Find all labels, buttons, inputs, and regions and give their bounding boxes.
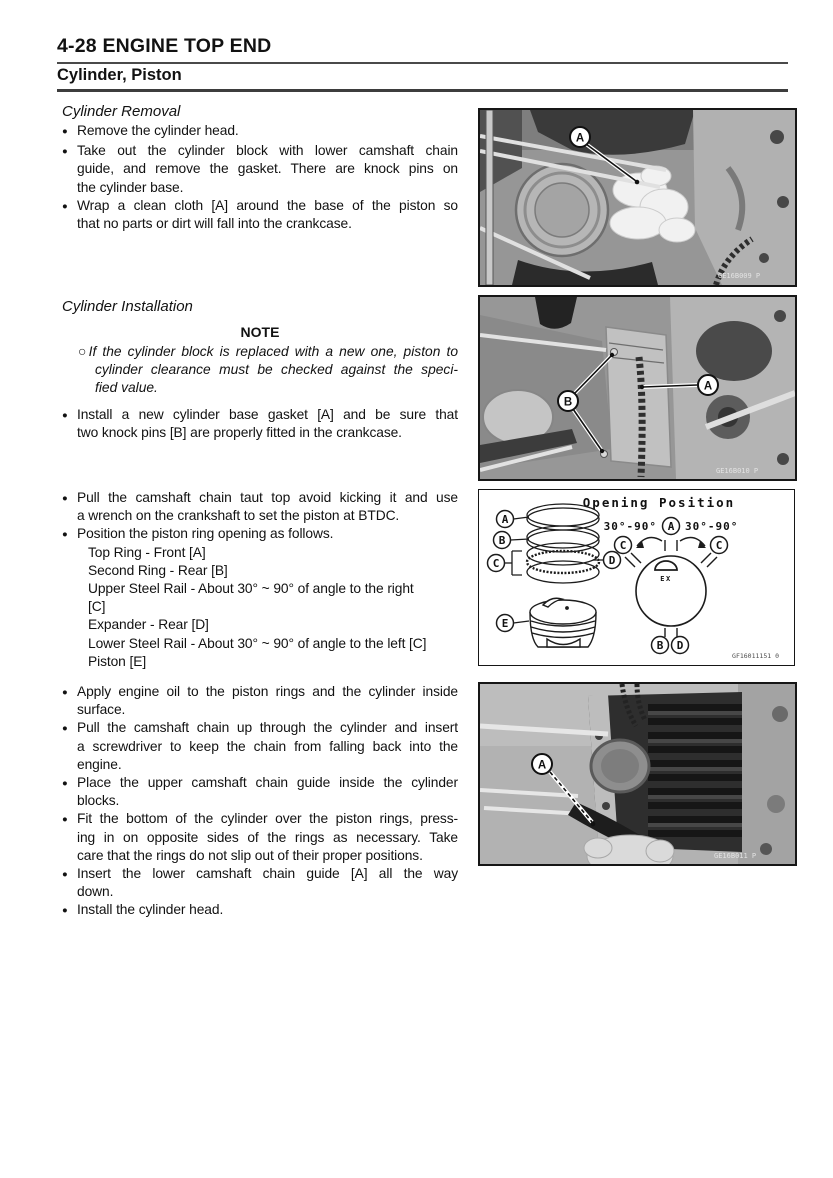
final-bullet-list [62, 683, 458, 922]
figure-cylinder-removal-photo [478, 108, 797, 287]
bullet-dot [62, 525, 77, 671]
bullet-item [62, 683, 458, 719]
text-line: Fit the bottom of the cylinder over the piston rings, press- [77, 811, 458, 827]
figure-base-gasket-photo [478, 295, 797, 481]
bullet-dot [62, 122, 77, 142]
text-line: a screwdriver to keep the chain from falling back into the [77, 738, 458, 754]
text-line: Pull the camshaft chain taut top avoid kicking it and use [77, 490, 458, 505]
photo-cloth-around-piston [480, 110, 795, 285]
label-second-ring: B [498, 534, 506, 547]
text-line: Second Ring - Rear [B] [88, 562, 228, 578]
label-rail-gap-right: C [715, 539, 723, 552]
text-line: Install a new cylinder base gasket [A] and be sure that [77, 407, 458, 422]
photo-code: GE16B009 P [718, 272, 761, 280]
bullet-item [62, 197, 458, 233]
bullet-dot [62, 489, 77, 525]
text-line: a wrench on the crankshaft to set the piston at BTDC. [77, 508, 400, 524]
text-line: Piston [E] [88, 653, 147, 669]
label-expander: D [608, 554, 616, 567]
bullet-text [77, 683, 458, 719]
bullet-item [62, 142, 458, 197]
text-line: two knock pins [B] are properly fitted in the crankcase. [77, 425, 402, 441]
bullet-item [62, 901, 458, 921]
text-line: Insert the lower camshaft chain guide [A] all the way [77, 866, 458, 882]
bullet-item [62, 489, 458, 525]
ex-label: EX [660, 575, 672, 583]
bullet-item [62, 525, 458, 671]
text-line: engine. [77, 756, 122, 772]
bullet-text [77, 901, 458, 921]
text-line: Position the piston ring opening as follows. [77, 526, 334, 542]
text-line: ing in on opposite sides of the rings as necessary. Take [77, 829, 458, 845]
text-line: Upper Steel Rail - About 30° ~ 90° of angle to the right [88, 581, 414, 597]
text-line: care that the rings do not slip out of their proper positions. [77, 847, 423, 863]
bullet-dot [62, 197, 77, 233]
angle-range-right: 30°-90° [685, 520, 739, 533]
bullet-item [62, 810, 458, 865]
removal-heading: Cylinder Removal [62, 103, 181, 120]
label-top-ring: A [501, 513, 509, 526]
callout-label-a: A [575, 132, 585, 145]
note-body [78, 343, 458, 398]
piston-drawing [530, 598, 596, 647]
note-label: NOTE [240, 324, 280, 340]
opening-position-diagram [479, 490, 794, 665]
bullet-item [62, 865, 458, 901]
bullet-text [77, 865, 458, 901]
bullet-dot [62, 719, 77, 774]
label-piston: E [501, 617, 509, 630]
photo-lower-chain-guide [480, 684, 795, 864]
text-line: Wrap a clean cloth [A] around the base of the piston so [77, 197, 458, 213]
text-line: ○If the cylinder block is replaced with a new one, piston to [78, 344, 458, 359]
callout-label-b: B [563, 396, 573, 409]
text-line: Remove the cylinder head. [77, 123, 239, 138]
page-title: 4-28 ENGINE TOP END [57, 35, 272, 57]
removal-bullet-list [62, 122, 458, 233]
text-line: Install the cylinder head. [77, 902, 224, 918]
text-line: Expander - Rear [D] [88, 617, 209, 633]
text-line: blocks. [77, 793, 120, 809]
photo-gasket-knock-pins [480, 297, 795, 479]
bullet-item [62, 406, 458, 442]
callout-label-a: A [537, 759, 547, 772]
bullet-text [77, 142, 458, 197]
text-line: cylinder clearance must be checked against the speci- [95, 362, 458, 378]
bullet-dot [62, 142, 77, 197]
photo-code: GE16B010 P [716, 467, 759, 475]
text-line: Take out the cylinder block with lower camshaft chain [77, 143, 458, 159]
angle-range-left: 30°-90° [603, 520, 657, 533]
text-line: Top Ring - Front [A] [88, 544, 206, 560]
label-top-ring-gap: A [667, 520, 675, 533]
text-line: surface. [77, 702, 126, 718]
header-divider [57, 62, 788, 64]
diagram-code: GF16011151 0 [732, 652, 779, 660]
bullet-item [62, 774, 458, 810]
bullet-text [77, 489, 458, 525]
text-line: guide, and remove the gasket. There are knock pins on [77, 161, 458, 177]
bullet-dot [62, 865, 77, 901]
text-line: [C] [88, 599, 106, 615]
callout-label-a: A [703, 380, 713, 393]
label-rail-gap-left: C [619, 539, 627, 552]
text-line: fied value. [95, 380, 158, 396]
diagram-title: Opening Position [582, 495, 736, 510]
bullet-dot [62, 810, 77, 865]
bullet-text [77, 810, 458, 865]
bullet-dot [62, 901, 77, 921]
bullet-text [77, 719, 458, 774]
bullet-text [77, 406, 458, 442]
text-line: Lower Steel Rail - About 30° ~ 90° of angle to the left [C] [88, 635, 427, 651]
ring-position-bullet-list [62, 489, 458, 671]
bullet-item [62, 719, 458, 774]
label-steel-rails: C [492, 557, 500, 570]
text-line: down. [77, 884, 114, 900]
bullet-text [77, 525, 458, 671]
text-line: Pull the camshaft chain up through the cylinder and insert [77, 720, 458, 736]
bullet-text [77, 122, 458, 142]
figure-opening-position-diagram [478, 489, 795, 666]
subsection-divider [57, 89, 788, 92]
installation-heading: Cylinder Installation [62, 298, 193, 315]
bullet-dot [62, 406, 77, 442]
bullet-text [77, 774, 458, 810]
photo-code: GE16B011 P [714, 852, 757, 860]
bullet-dot [62, 774, 77, 810]
text-line: Place the upper camshaft chain guide inside the cylinder [77, 775, 458, 791]
cylinder-base-gasket [606, 327, 671, 467]
text-line: Apply engine oil to the piston rings and the cylinder inside [77, 684, 458, 699]
subsection-title: Cylinder, Piston [57, 66, 182, 84]
bullet-dot [62, 683, 77, 719]
label-second-ring-gap: B [656, 639, 664, 652]
text-line: that no parts or dirt will fall into the crankcase. [77, 216, 352, 232]
figure-chain-guide-photo [478, 682, 797, 866]
text-line: the cylinder base. [77, 179, 184, 195]
gasket-bullet-list [62, 406, 458, 442]
bullet-item [62, 122, 458, 142]
bullet-text [77, 197, 458, 233]
label-expander-gap: D [676, 639, 684, 652]
